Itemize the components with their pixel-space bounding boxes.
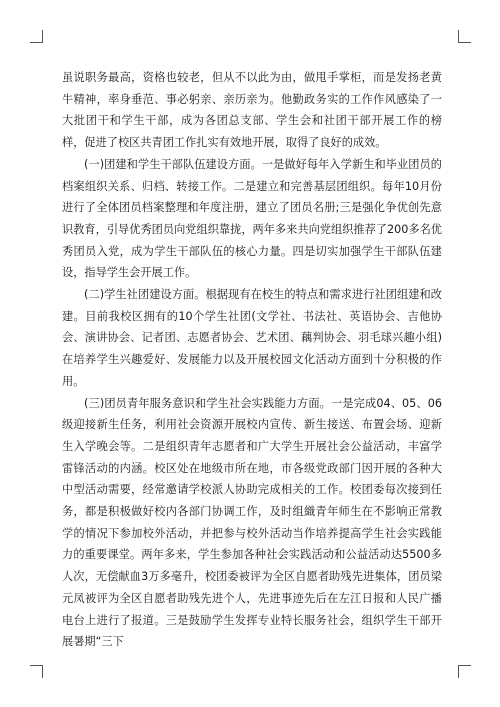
crop-mark-bottom-left xyxy=(30,665,43,678)
crop-mark-top-left xyxy=(30,30,43,43)
document-body xyxy=(62,67,442,653)
paragraph-social-practice: (三)团员青年服务意识和学生社会实践能力方面。一是完成04、05、06级迎接新生任务，利用社会资源开展校内宣传、新生接送、布置会场、迎新生入学晚会等。二是组织青年志愿者和广大学生开展社会公益活动，丰富学雷锋活动的内涵。校区处在地级市所在地，市各级党政部门因开展的各种大中型活动需要，经常邀请学校派人协助完成相关的工作。校团委每次接到任务，都是积极做好校内各部门协调工作，及时组織青年师生在不影响正常教学的情况下参加校外活动，并把参与校外活动当作培养提高学生社会实践能力的重要课堂。两年多来，学生参加各种社会实践活动和公益活动达5500多人次，无偿献血3万多毫升，校团委被评为全区自愿者助残先进集体，团员梁元凤被评为全区自愿者助残先进个人，先进事迹先后在左江日报和人民广播电台上进行了报道。三是鼓励学生发挥专业特长服务社会，组织学生干部开展暑期“三下 xyxy=(62,396,442,649)
crop-mark-top-right xyxy=(458,30,471,43)
paragraph-team-building: (一)团建和学生干部队伍建设方面。一是做好每年入学新生和毕业团员的档案组织关系、归档、转接工作。二是建立和完善基层团组织。每年10月份进行了全体团员档案整理和年度注册，建立了团员名册;三是强化争优创先意识教育，引导优秀团员向党组织靠拢，两年多来共向党组织推荐了200多名优秀团员入党，成为学生干部队伍的核心力量。四是切实加强学生干部队伍建设，指导学生会开展工作。 xyxy=(62,157,442,280)
crop-mark-bottom-right xyxy=(458,665,471,678)
paragraph-student-clubs: (二)学生社团建设方面。根据现有在校生的特点和需求进行社团组建和改建。目前我校区拥有的10个学生社团(文学社、书法社、英语协会、吉他协会、演讲协会、记者团、志愿者协会、艺术团、藕判协会、羽毛球兴趣小组)在培养学生兴趣爱好、发展能力以及开展校园文化活动方面到十分积极的作用。 xyxy=(62,288,442,388)
paragraph-continuation: 虽说职务最高，资格也较老，但从不以此为由，做甩手掌柜，而是发扬老黄牛精神，率身垂范、事必躬亲、亲历亲为。他勤政务实的工作作风感染了一大批团干和学生干部，成为各团总支部、学生会和社团干部开展工作的榜样，促进了校区共青团工作扎实有效地开展，取得了良好的成效。 xyxy=(62,71,442,150)
